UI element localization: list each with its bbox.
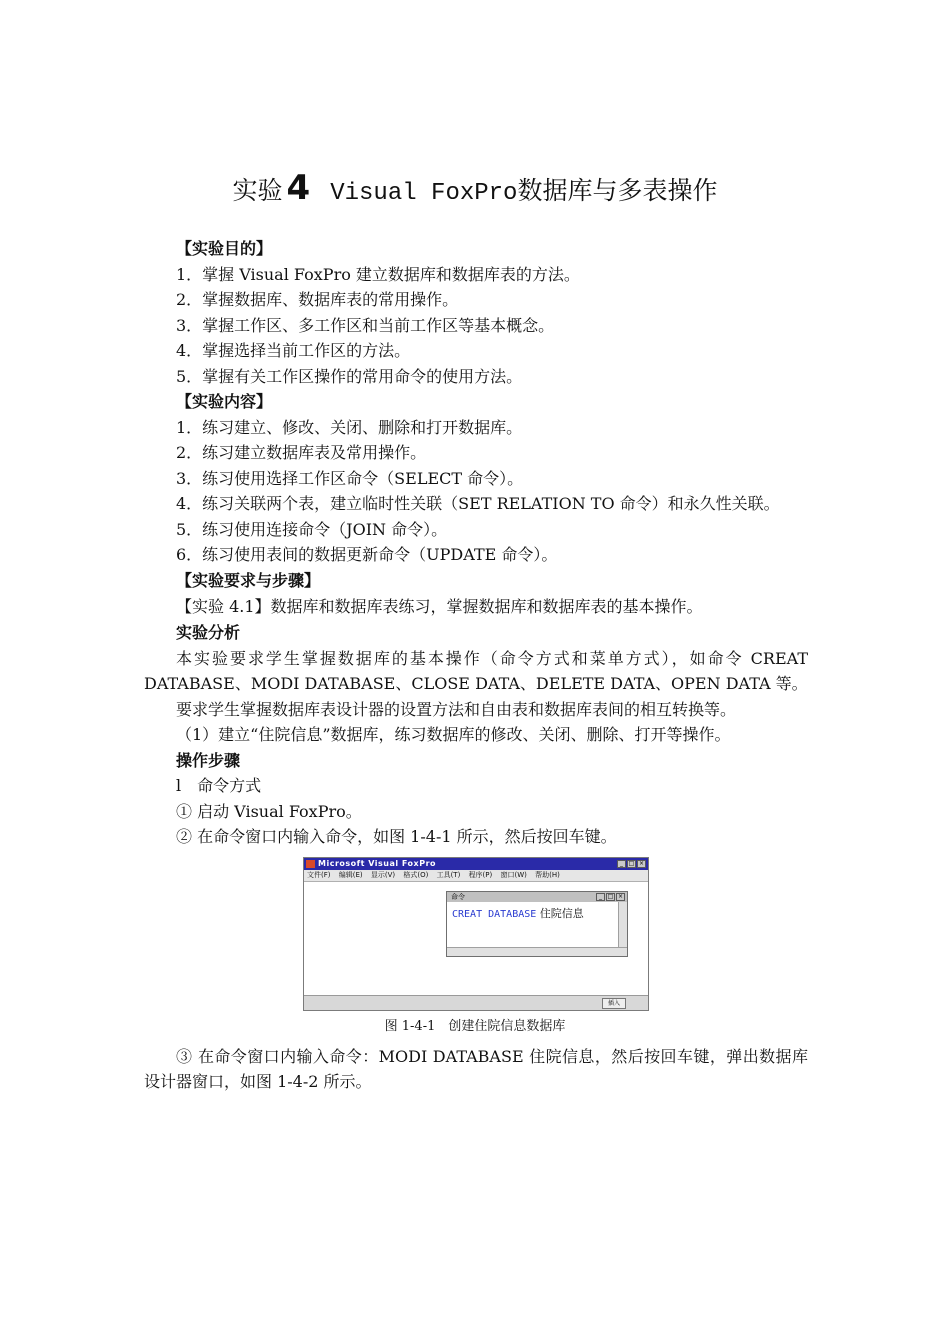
minimize-icon[interactable]: _: [617, 860, 626, 868]
status-insert-mode: 插入: [602, 998, 626, 1009]
app-title-bar: [304, 858, 648, 870]
figure-vfp-screenshot: [303, 857, 649, 1011]
step-circle-1: ① 启动 Visual FoxPro。: [176, 802, 362, 821]
purpose-item-1: 1．掌握 Visual FoxPro 建立数据库和数据库表的方法。: [176, 265, 580, 284]
experiment-4-1: 【实验 4.1】数据库和数据库表练习，掌握数据库和数据库表的基本操作。: [176, 597, 703, 616]
menu-tools[interactable]: 工具(T): [436, 871, 461, 879]
step-1-description: （1）建立“住院信息”数据库，练习数据库的修改、关闭、删除、打开等操作。: [176, 725, 731, 744]
page-title: [0, 168, 950, 208]
section-heading-steps: 【实验要求与步骤】: [176, 571, 321, 590]
bullet-command-mode: l 命令方式: [176, 776, 262, 795]
app-window-title: Microsoft Visual FoxPro: [318, 859, 437, 868]
content-item-1: 1．练习建立、修改、关闭、删除和打开数据库。: [176, 418, 523, 437]
horizontal-scrollbar[interactable]: [447, 947, 627, 956]
command-window[interactable]: [446, 891, 628, 957]
vertical-scrollbar[interactable]: [618, 902, 627, 948]
menu-file[interactable]: 文件(F): [307, 871, 331, 879]
content-item-5: 5．练习使用连接命令（JOIN 命令）。: [176, 520, 448, 539]
command-window-title-bar: [447, 892, 627, 902]
purpose-item-4: 4．掌握选择当前工作区的方法。: [176, 341, 411, 360]
close-icon[interactable]: ×: [638, 860, 645, 867]
title-number: 4: [286, 168, 311, 208]
purpose-item-5: 5．掌握有关工作区操作的常用命令的使用方法。: [176, 367, 523, 386]
step-circle-2: ② 在命令窗口内输入命令，如图 1-4-1 所示，然后按回车键。: [176, 827, 617, 846]
purpose-item-2: 2．掌握数据库、数据库表的常用操作。: [176, 290, 459, 309]
command-keyword: CREAT DATABASE: [452, 909, 537, 920]
status-bar: [304, 995, 648, 1010]
cmd-close-icon[interactable]: ×: [617, 893, 624, 900]
step-circle-3-line-2: 设计器窗口，如图 1-4-2 所示。: [144, 1072, 372, 1091]
subheading-analysis: 实验分析: [176, 623, 241, 642]
cmd-maximize-icon[interactable]: □: [607, 893, 614, 900]
menu-help[interactable]: 帮助(H): [535, 871, 560, 879]
app-menu-bar: [304, 870, 648, 882]
analysis-paragraph-line-2: DATABASE、MODI DATABASE、CLOSE DATA、DELETE DATA、OPEN DATA 等。: [144, 674, 808, 693]
foxpro-app-icon: [306, 860, 315, 868]
section-heading-content: 【实验内容】: [176, 392, 273, 411]
content-item-3: 3．练习使用选择工作区命令（SELECT 命令）。: [176, 469, 524, 488]
command-argument: 住院信息: [539, 907, 584, 920]
command-window-title: 命令: [451, 893, 465, 901]
menu-view[interactable]: 显示(V): [370, 871, 396, 879]
purpose-item-3: 3．掌握工作区、多工作区和当前工作区等基本概念。: [176, 316, 555, 335]
content-item-4: 4．练习关联两个表，建立临时性关联（SET RELATION TO 命令）和永久性关联。: [176, 494, 780, 513]
menu-window[interactable]: 窗口(W): [500, 871, 527, 879]
content-item-6: 6．练习使用表间的数据更新命令（UPDATE 命令）。: [176, 545, 558, 564]
menu-edit[interactable]: 编辑(E): [338, 871, 363, 879]
analysis-paragraph-line-1: 本实验要求学生掌握数据库的基本操作（命令方式和菜单方式），如命令 CREAT: [176, 649, 808, 668]
title-product: Visual FoxPro: [330, 180, 518, 207]
maximize-icon[interactable]: □: [628, 860, 635, 867]
figure-caption: 图 1-4-1 创建住院信息数据库: [384, 1019, 566, 1034]
section-heading-purpose: 【实验目的】: [176, 239, 273, 258]
step-circle-3-line-1: ③ 在命令窗口内输入命令：MODI DATABASE 住院信息，然后按回车键，弹出数据库: [176, 1047, 808, 1066]
content-item-2: 2．练习建立数据库表及常用操作。: [176, 443, 427, 462]
title-prefix: 实验: [232, 176, 283, 205]
command-input[interactable]: [452, 905, 584, 921]
menu-format[interactable]: 格式(O): [403, 871, 429, 879]
subheading-operation: 操作步骤: [176, 751, 241, 770]
title-suffix: 数据库与多表操作: [517, 176, 718, 205]
analysis-paragraph-2: 要求学生掌握数据库表设计器的设置方法和自由表和数据库表间的相互转换等。: [176, 700, 737, 719]
menu-program[interactable]: 程序(P): [468, 871, 493, 879]
app-workspace: [304, 882, 648, 996]
cmd-minimize-icon[interactable]: _: [596, 893, 605, 901]
